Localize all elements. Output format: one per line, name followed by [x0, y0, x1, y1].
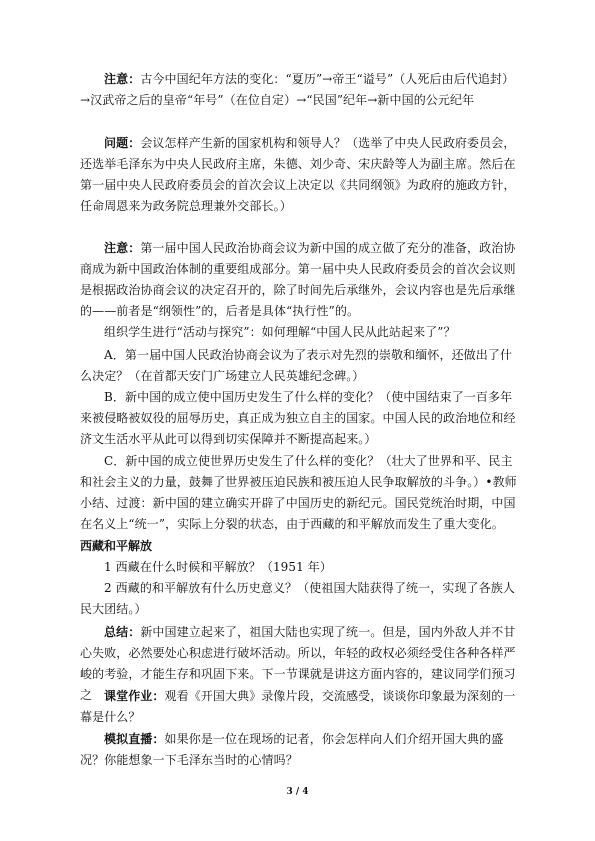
paragraph-label: 注意 [104, 72, 129, 86]
list-item-text: 1 西藏在什么时候和平解放？（1951 年） [104, 560, 333, 574]
paragraph-text: 如果你是一位在现场的记者，你会怎样向人们介绍开国大典的盛况？你能想象一下毛泽东当时的心情吗？ [80, 732, 504, 767]
paragraph-text: 新中国建立起来了，祖国大陆也实现了统一。但是，国内外敌人并不甘心失败，必然要处心积虑进行破坏活动。所以，年轻的政权必须经受住各种各样严峻的考验，才能生存和巩固下来。下一节课就是讲这方面内容的，建议同学们预习之 [80, 625, 516, 702]
paragraph-text: 古今中国纪年方法的变化：“夏历”→帝王“谥号”（人死后由后代追封）→汉武帝之后的皇帝“年号”（在位自定）→“民国”纪年→新中国的公元纪年 [80, 72, 515, 107]
list-item-2 [80, 578, 520, 620]
paragraph-text: 第一届中国人民政治协商会议为新中国的成立做了充分的准备，政治协商成为新中国政治体制的重要组成部分。第一届中央人民政府委员会的首次会议则是根据政治协商会议的决定召开的，除了时间先后承继外，会议内容也是先后承继的——前者是“纲领性”的，后者是具体“执行性”的。 [80, 241, 516, 318]
paragraph-summary: 总结：新中国建立起来了，祖国大陆也实现了统一。但是，国内外敌人并不甘心失败，必然要处心积虑进行破坏活动。所以，年轻的政权必须经受住各种各样严峻的考验，才能生存和巩固下来。下一节课就是讲这方面内容的，建议同学们预习之 [80, 625, 516, 702]
paragraph-text: B．新中国的成立使中国历史发生了什么样的变化？（使中国结束了一百多年来被侵略被奴役的屈辱历史，真正成为独立自主的国家。中国人民的政治地位和经济文生活水平从此可以得到切实保障并不断提高起来。） [80, 390, 516, 446]
paragraph-label: 问题 [104, 136, 129, 150]
list-item-text: 2 西藏的和平解放有什么历史意义？（使祖国大陆获得了统一，实现了各族人民大团结。） [80, 581, 515, 616]
section-heading: 西藏和平解放 [80, 539, 153, 553]
paragraph-activity [80, 322, 520, 343]
paragraph-note-cppcc: 注意：第一届中国人民政治协商会议为新中国的成立做了充分的准备，政治协商成为新中国政治体制的重要组成部分。第一届中央人民政府委员会的首次会议则是根据政治协商会议的决定召开的，除了时间先后承继外，会议内容也是先后承继的——前者是“纲领性”的，后者是具体“执行性”的。 [80, 241, 516, 318]
paragraph-text: 会议怎样产生新的国家机构和领导人？（选举了中央人民政府委员会，还选举毛泽东为中央人民政府主席，朱德、刘少奇、宋庆龄等人为副主席。然后在第一届中央人民政府委员会的首次会议上决定以《共同纲领》为政府的施政方针，任命周恩来为政务院总理兼外交部长。） [80, 136, 516, 213]
paragraph-homework: 课堂作业：观看《开国大典》录像片段，交流感受，谈谈你印象最为深刻的一幕是什么？ [80, 689, 516, 724]
paragraph-label: 总结 [104, 625, 129, 639]
paragraph-label: 注意 [104, 241, 129, 255]
paragraph-item-b [80, 387, 520, 450]
page-number: 3 / 4 [286, 787, 309, 797]
list-item-1 [80, 557, 520, 578]
paragraph-label: 课堂作业 [104, 689, 153, 703]
paragraph-note-calendar: 注意：古今中国纪年方法的变化：“夏历”→帝王“谥号”（人死后由后代追封）→汉武帝之后的皇帝“年号”（在位自定）→“民国”纪年→新中国的公元纪年 [80, 72, 515, 107]
paragraph-text: C．新中国的成立使世界历史发生了什么样的变化？（壮大了世界和平、民主和社会主义的力量，鼓舞了世界被压迫民族和被压迫人民争取解放的斗争。）•教师小结、过渡：新中国的建立确实开辟了中国历史的新纪元。国民党统治时期，中国在名义上“统一”，实际上分裂的状态，由于西藏的和平解放而发生了重大变化。 [80, 454, 517, 531]
paragraph-question: 问题：会议怎样产生新的国家机构和领导人？（选举了中央人民政府委员会，还选举毛泽东为中央人民政府主席，朱德、刘少奇、宋庆龄等人为副主席。然后在第一届中央人民政府委员会的首次会议上决定以《共同纲领》为政府的施政方针，任命周恩来为政务院总理兼外交部长。） [80, 136, 516, 213]
paragraph-text: A．第一届中国人民政治协商会议为了表示对先烈的崇敬和缅怀，还做出了什么决定？（在首都天安门广场建立人民英雄纪念碑。） [80, 348, 513, 383]
paragraph-text: 观看《开国大典》录像片段，交流感受，谈谈你印象最为深刻的一幕是什么？ [80, 689, 516, 724]
paragraph-broadcast: 模拟直播：如果你是一位在现场的记者，你会怎样向人们介绍开国大典的盛况？你能想象一下毛泽东当时的心情吗？ [80, 732, 504, 767]
paragraph-item-c [80, 451, 520, 535]
paragraph-label: 模拟直播 [104, 732, 153, 746]
paragraph-item-a [80, 345, 520, 387]
paragraph-text: 组织学生进行“活动与探究”：如何理解“中国人民从此站起来了”？ [104, 325, 456, 339]
